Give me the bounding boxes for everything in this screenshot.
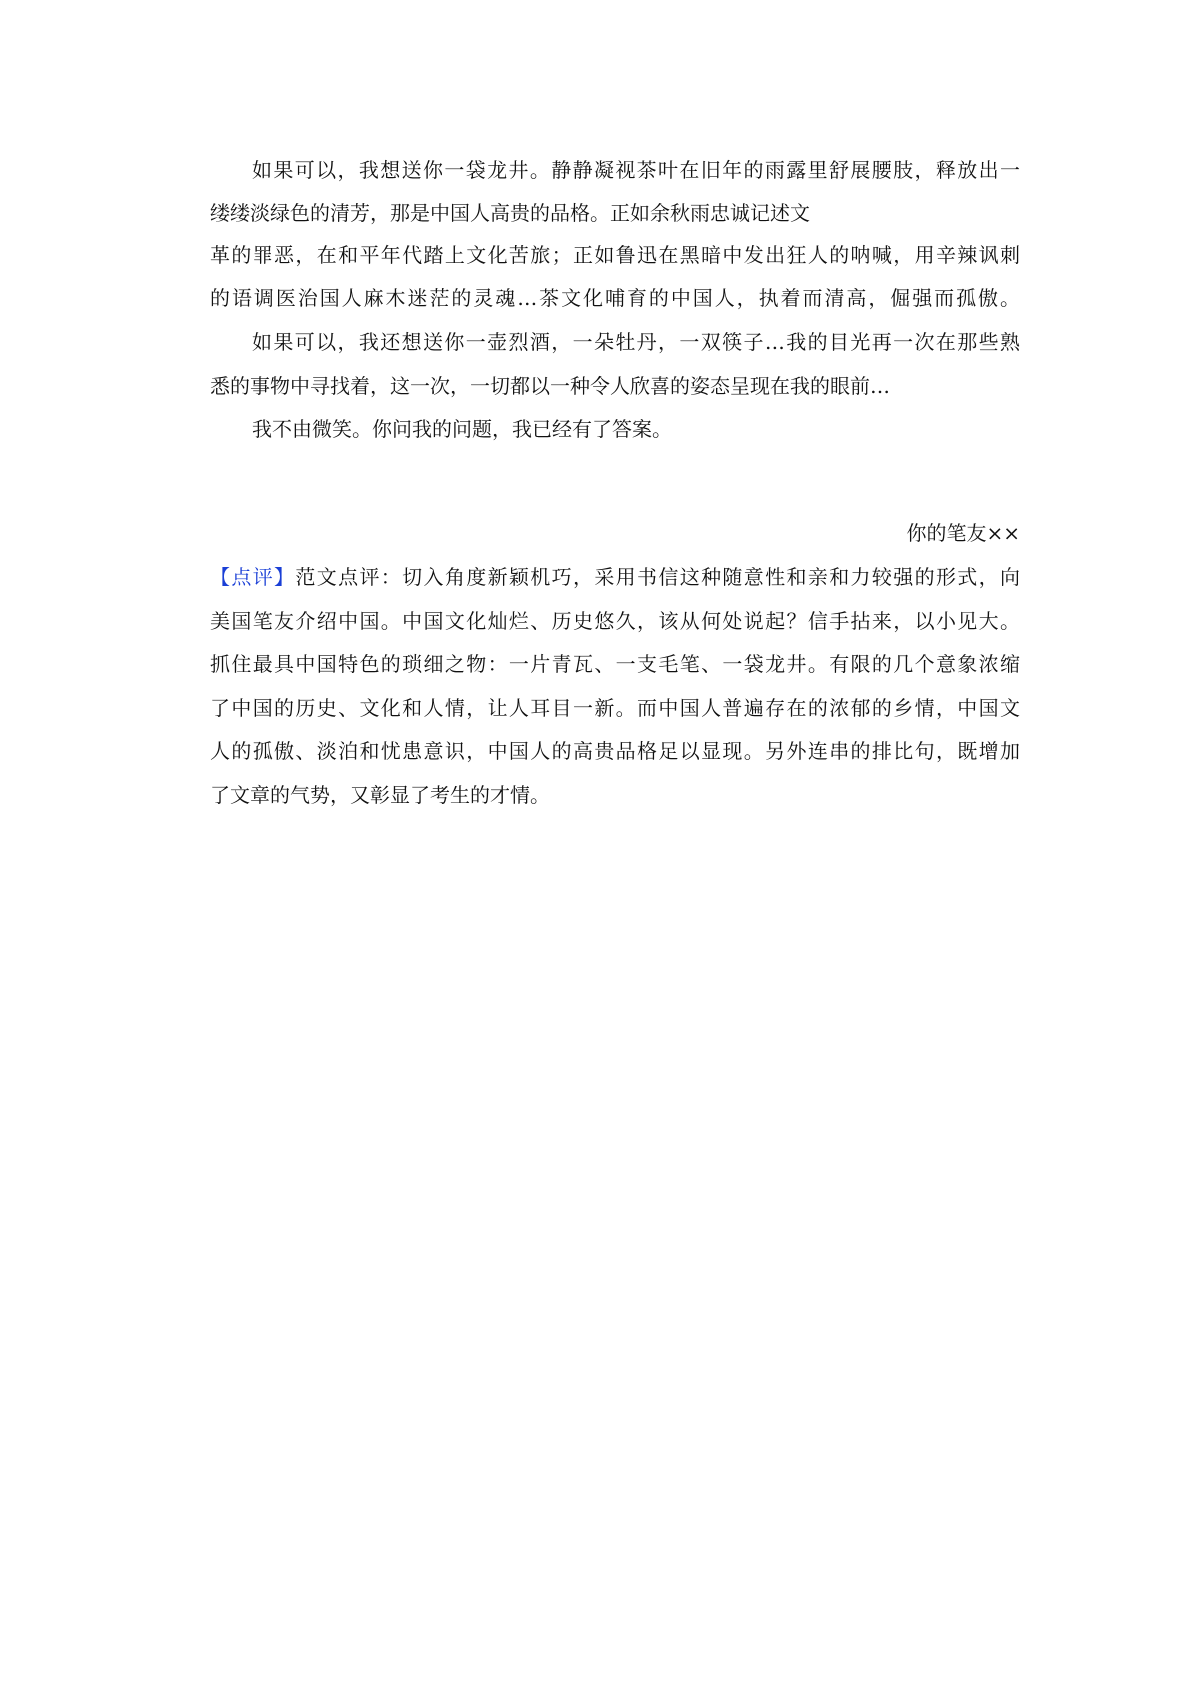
comment-line-3: 抓住最具中国特色的琐细之物：一片青瓦、一支毛笔、一袋龙井。有限的几个意象浓缩 [210, 652, 1020, 676]
comment-line-1 [210, 562, 1020, 592]
comment-tag: 【点评】 [210, 565, 296, 589]
signature: 你的笔友×× [906, 521, 1020, 545]
comment-line-6: 了文章的气势，又彰显了考生的才情。 [210, 783, 550, 807]
paragraph-2-line-2: 悉的事物中寻找着，这一次，一切都以一种令人欣喜的姿态呈现在我的眼前… [210, 374, 890, 398]
comment-line-1-text: 范文点评：切入角度新颖机巧，采用书信这种随意性和亲和力较强的形式，向 [295, 565, 1020, 589]
paragraph-1-line-2: 缕缕淡绿色的清芳，那是中国人高贵的品格。正如余秋雨忠诚记述文 [210, 201, 810, 225]
comment-line-2: 美国笔友介绍中国。中国文化灿烂、历史悠久，该从何处说起？信手拈来，以小见大。 [210, 609, 1020, 633]
paragraph-1-line-1: 如果可以，我想送你一袋龙井。静静凝视茶叶在旧年的雨露里舒展腰肢，释放出一 [252, 158, 1020, 182]
comment-line-4: 了中国的历史、文化和人情，让人耳目一新。而中国人普遍存在的浓郁的乡情，中国文 [210, 696, 1020, 720]
paragraph-2-line-1: 如果可以，我还想送你一壶烈酒，一朵牡丹，一双筷子…我的目光再一次在那些熟 [252, 330, 1020, 354]
comment-line-5: 人的孤傲、淡泊和忧患意识，中国人的高贵品格足以显现。另外连串的排比句，既增加 [210, 739, 1020, 763]
paragraph-3: 我不由微笑。你问我的问题，我已经有了答案。 [252, 417, 672, 441]
paragraph-1-line-4: 的语调医治国人麻木迷茫的灵魂…茶文化哺育的中国人，执着而清高，倔强而孤傲。 [210, 286, 1020, 310]
paragraph-1-line-3: 革的罪恶，在和平年代踏上文化苦旅；正如鲁迅在黑暗中发出狂人的呐喊，用辛辣讽刺 [210, 243, 1020, 267]
